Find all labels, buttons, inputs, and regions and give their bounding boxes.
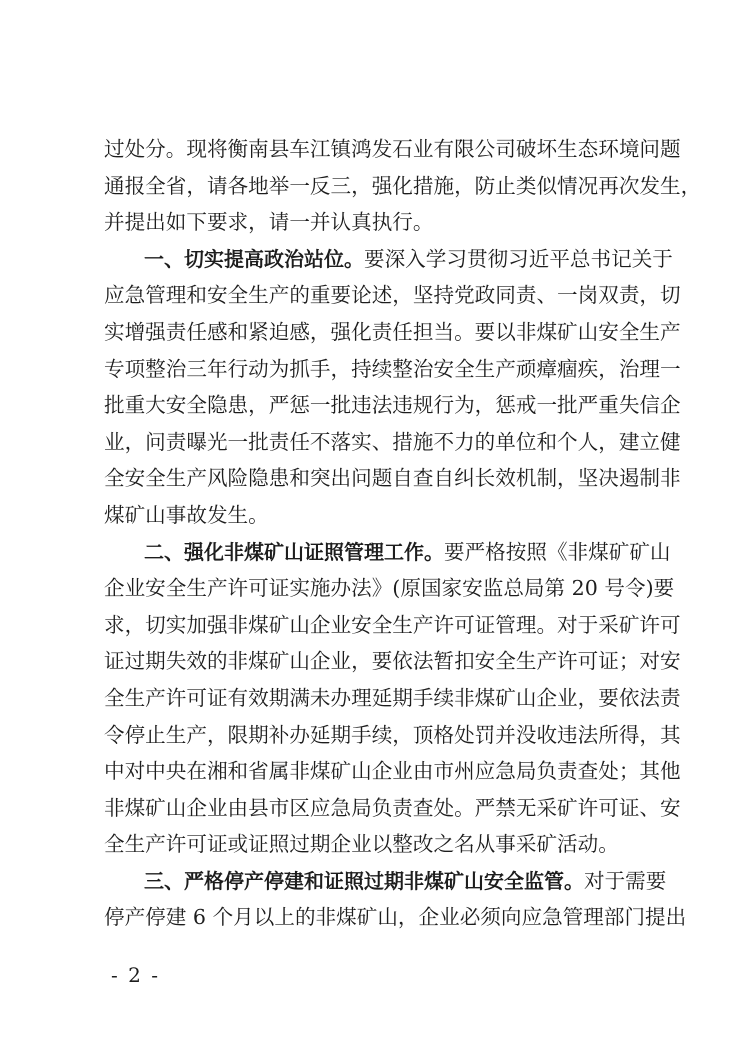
intro-line: 通报全省，请各地举一反三，强化措施，防止类似情况再次发生， xyxy=(104,173,702,198)
section-1-line: 批重大安全隐患，严惩一批违法违规行为，惩戒一批严重失信企 xyxy=(104,393,681,418)
section-1-line: 业，问责曝光一批责任不落实、措施不力的单位和个人，建立健 xyxy=(104,429,681,454)
section-1-first-line xyxy=(144,241,673,278)
section-1-line: 专项整治三年行动为抓手，持续整治安全生产顽瘴痼疾，治理一 xyxy=(104,356,681,381)
section-1-line: 应急管理和安全生产的重要论述，坚持党政同责、一岗双责，切 xyxy=(104,283,681,308)
section-1-line: 实增强责任感和紧迫感，强化责任担当。要以非煤矿山安全生产 xyxy=(104,319,681,344)
intro-line: 并提出如下要求，请一并认真执行。 xyxy=(104,210,434,235)
section-3-line: 停产停建 6 个月以上的非煤矿山，企业必须向应急管理部门提出 xyxy=(104,905,687,930)
section-2-line: 企业安全生产许可证实施办法》(原国家安监总局第 20 号令)要 xyxy=(104,576,675,601)
document-body xyxy=(104,131,702,936)
section-3-first-line xyxy=(144,863,667,900)
section-2-line: 求，切实加强非煤矿山企业安全生产许可证管理。对于采矿许可 xyxy=(104,612,681,637)
section-1-first-text: 要深入学习贯彻习近平总书记关于 xyxy=(364,246,673,271)
section-1-line: 全安全生产风险隐患和突出问题自查自纠长效机制，坚决遏制非 xyxy=(104,466,681,491)
section-2-line: 令停止生产，限期补办延期手续，顶格处罚并没收违法所得，其 xyxy=(104,722,681,747)
section-1-line: 煤矿山事故发生。 xyxy=(104,502,269,527)
section-2-line: 全生产许可证有效期满未办理延期手续非煤矿山企业，要依法责 xyxy=(104,685,681,710)
section-2-line: 中对中央在湘和省属非煤矿山企业由市州应急局负责查处；其他 xyxy=(104,759,681,784)
page-number: - 2 - xyxy=(111,963,160,987)
section-3-first-text: 对于需要 xyxy=(584,868,667,893)
section-2-first-line xyxy=(144,534,671,571)
section-2-heading: 二、强化非煤矿山证照管理工作。 xyxy=(144,539,444,564)
section-1-heading: 一、切实提高政治站位。 xyxy=(144,246,364,271)
section-3-heading: 三、严格停产停建和证照过期非煤矿山安全监管。 xyxy=(144,868,584,893)
intro-line: 过处分。现将衡南县车江镇鸿发石业有限公司破坏生态环境问题 xyxy=(104,137,681,161)
section-2-line: 非煤矿山企业由县市区应急局负责查处。严禁无采矿许可证、安 xyxy=(104,795,681,820)
section-2-first-text: 要严格按照《非煤矿矿山 xyxy=(444,539,671,564)
section-2-line: 全生产许可证或证照过期企业以整改之名从事采矿活动。 xyxy=(104,832,619,857)
section-2-line: 证过期失效的非煤矿山企业，要依法暂扣安全生产许可证；对安 xyxy=(104,649,681,674)
